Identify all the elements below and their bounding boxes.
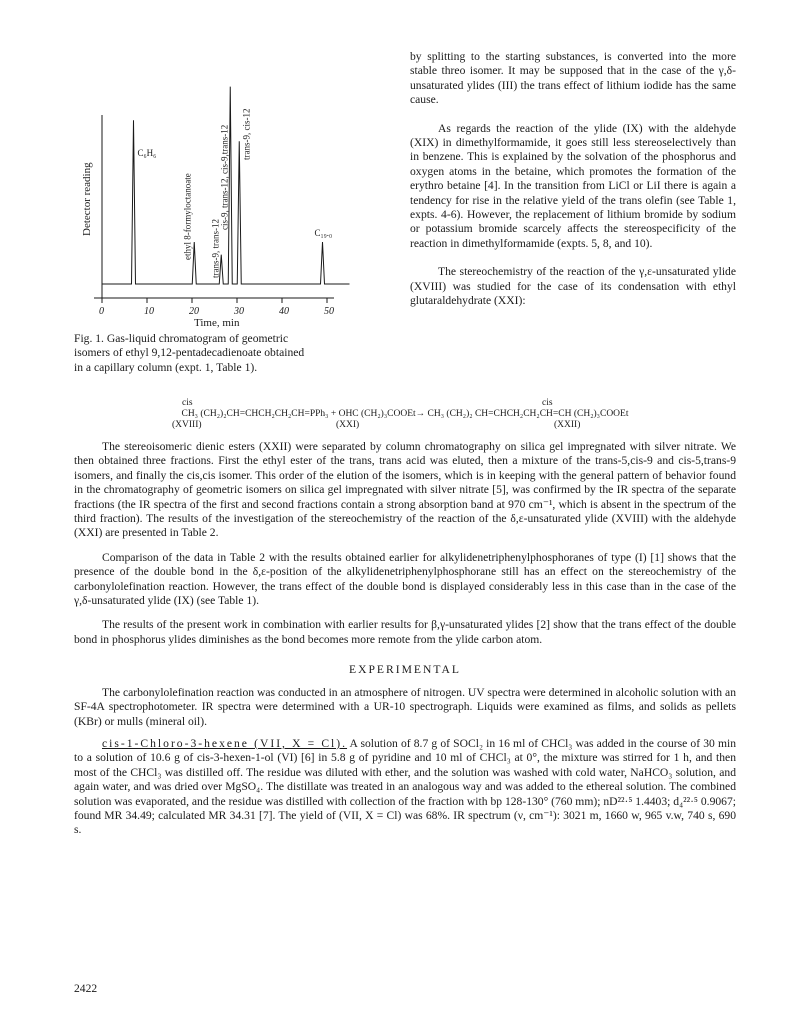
peak-label-cis-trans: cis-9, trans-12, cis-9,trans-12 — [219, 124, 230, 230]
chromatogram-figure — [74, 40, 374, 330]
x-tick-label: 30 — [234, 306, 244, 317]
x-ticks — [99, 298, 334, 317]
x-tick-label: 40 — [279, 306, 289, 317]
compound-label: (XXII) — [554, 420, 581, 430]
peak-label-c19: C₁₉.₀ — [314, 228, 333, 238]
cis-label: cis — [542, 398, 553, 408]
x-tick-label: 20 — [189, 306, 199, 317]
caption-line: isomers of ethyl 9,12-pentadecadienoate obtained — [74, 346, 305, 360]
paragraph: The results of the present work in combination with earlier results for β,γ-unsaturated ylides [2] show that the trans effect of the double bond in phosphorus ylides diminishes as the bond becomes more remote from the ylide carbon atom. — [74, 618, 736, 646]
caption-line: in a capillary column (expt. 1, Table 1). — [74, 360, 258, 374]
page-number: 2422 — [74, 982, 98, 995]
paragraph: The stereochemistry of the reaction of the γ,ε-unsaturated ylide (XVIII) was studied for the case of its condensation with ethyl glutaraldehydrate (XXI): — [410, 265, 736, 308]
compound-label: (XVIII) — [172, 420, 202, 430]
peak-labels — [138, 109, 333, 279]
peak-label-trans-trans: trans-9, trans-12 — [210, 219, 221, 278]
x-tick-label: 0 — [99, 306, 104, 317]
paragraph-text: A solution of 8.7 g of SOCl₂ in 16 ml of CHCl₃ was added in the course of 30 min to a solution of 10.6 g of cis-3-hexen-1-ol (VI) [6] in 5.8 g of pyridine and 10 ml of CHCl₃ at 0°, the mixture was stirred for 1 h, and then most of the CHCl₃ was distilled off. The residue was diluted with ether, and the solution was washed with cold water, NaHCO₃ solution, and again water, and was dried over MgSO₄. The distillate was treated in an analogous way and was added to the ethereal solution. The combined solution was evaporated, and the residue was distilled with collection of the fraction with bp 128-130° (760 mm); nD²²·⁵ 1.4403; d₄²²·⁵ 0.9067; found MR 34.49; calculated MR 34.31 [7]. The yield of (VII, X = Cl) was 68%. IR spectrum (ν, cm⁻¹): 3021 m, 1660 w, 965 v.w, 740 s, 690 s. — [74, 736, 736, 837]
section-title: EXPERIMENTAL — [349, 663, 461, 677]
caption-line: Fig. 1. Gas-liquid chromatogram of geometric — [74, 332, 289, 345]
y-axis-label: Detector reading — [81, 162, 93, 236]
paragraph: by splitting to the starting substances, is converted into the more stable threo isomer. It may be supposed that in the case of the γ,δ-unsaturated ylides (III) the trans effect of lithium iodide has the same cause. — [410, 50, 736, 107]
peak-label-ethyl: ethyl 8-formyloctanoate — [182, 173, 193, 260]
compound-heading: cis-1-Chloro-3-hexene (VII, X = Cl). — [102, 736, 348, 750]
right-column — [410, 50, 736, 309]
paragraph — [74, 737, 736, 838]
x-axis-label: Time, min — [194, 317, 240, 329]
paragraph: As regards the reaction of the ylide (IX) with the aldehyde (XIX) in dimethylformamide, it goes still less stereoselectively than in benzene. This is explained by the solvation of the phosphorus and oxygen atoms in the betaine, which promotes the formation of the erythro betaine [4]. In the transition from LiCl or LiI there is again a tendency for rise in the relative yield of the trans olefin (see Table 1, expts. 4-6). However, the replacement of lithium bromide by sodium or potassium bromide scarcely affects the stereospecificity of the reaction in dimethylformamide (expts. 5, 8, and 10). — [410, 121, 736, 250]
x-tick-label: 50 — [324, 306, 334, 317]
x-tick-label: 10 — [144, 306, 154, 317]
peak-label-trans-cis: trans-9, cis-12 — [241, 108, 252, 160]
peak-label-c6h6: C₆H₆ — [137, 148, 157, 158]
compound-label: (XXI) — [336, 420, 360, 430]
chromatogram-svg — [74, 40, 374, 330]
figure-caption — [74, 332, 384, 375]
paragraph: Comparison of the data in Table 2 with the results obtained earlier for alkylidenetriphenylphosphoranes of type (I) [1] shows that the presence of the double bond in the δ,ε-position of the alkylidenetriphenylphosphorane still has an effect on the stereochemistry of the carbonylolefination reaction. However, the trans effect of the double bond is displayed considerably less in this case than in the case of the γ,δ-unsaturated ylide (IX) (see Table 1). — [74, 550, 736, 608]
equation-line: CH₃ (CH₂)₂CH=CHCH₂CH₂CH=PPh₃ + OHC (CH₂)₃COOEt→ CH₃ (CH₂)₂ CH=CHCH₂CH₂CH=CH (CH₂)₃COOEt — [181, 409, 629, 419]
paragraph: The stereoisomeric dienic esters (XXII) were separated by column chromatography on silica gel impregnated with silver nitrate. We then obtained three fractions. First the ethyl ester of the trans, trans acid was eluted, then a mixture of the trans-5,cis-9 and cis-5,trans-9 isomers, and finally the cis,cis isomer. This order of the elution of the isomers, which is in keeping with the general pattern of behavior found in the chromatography of geometric isomers on silica gel impregnated with silver nitrate [5], was confirmed by the IR spectra of the separate fractions (the IR spectra of the first and second fractions contain a strong absorption band at 970 cm⁻¹, which is absent in the spectrum of the third fraction). The results of the investigation of the stereochemistry of the reaction of the δ,ε-unsaturated ylide (XVIII) with the aldehyde (XXI) are presented in Table 2. — [74, 440, 736, 540]
reaction-equation — [74, 398, 736, 431]
main-body — [74, 440, 736, 838]
paragraph: The carbonylolefination reaction was conducted in an atmosphere of nitrogen. UV spectra were determined in alcoholic solution with an SF-4A spectrophotometer. IR spectra were determined with a UR-10 spectrograph. Liquids were examined as films, and solids as pellets (KBr) or mulls (mineral oil). — [74, 685, 736, 728]
cis-label: cis — [182, 398, 193, 408]
